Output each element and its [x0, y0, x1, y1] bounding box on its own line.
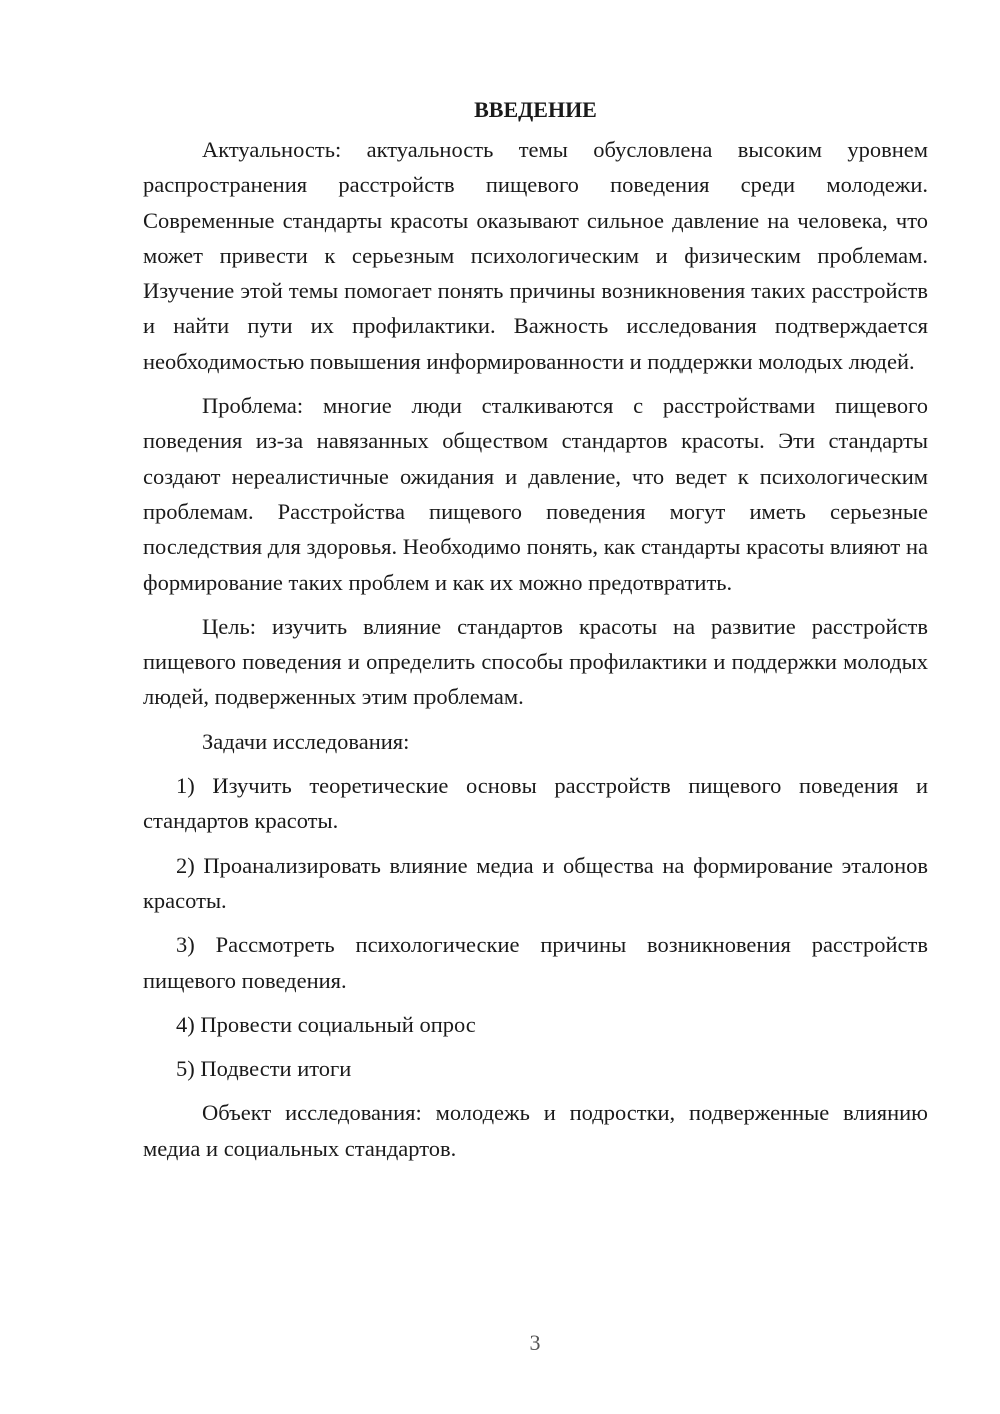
section-heading: ВВЕДЕНИЕ — [474, 97, 597, 122]
tasks-list — [143, 768, 928, 1086]
task-item-5: 5) Подвести итоги — [176, 1056, 352, 1082]
paragraph-relevance: Актуальность: актуальность темы обусловлена высоким уровнем распространения расстройств пищевого поведения среди молодежи. Современные стандарты красоты оказывают сильное давление на человека, что может привести к серьезным психологическим и физическим проблемам. Изучение этой темы помогает понять причины возникновения таких расстройств и найти пути их профилактики. Важность исследования подтверждается необходимостью повышения информированности и поддержки молодых людей. — [143, 137, 928, 374]
task-item-4: 4) Провести социальный опрос — [176, 1011, 476, 1037]
tasks-title: Задачи исследования: — [202, 728, 410, 754]
task-item-1: 1) Изучить теоретические основы расстройств пищевого поведения и стандартов красоты. — [143, 773, 928, 834]
paragraph-object: Объект исследования: молодежь и подростки, подверженные влиянию медиа и социальных стандартов. — [143, 1100, 928, 1161]
page-number: 3 — [529, 1330, 541, 1355]
document-body — [143, 92, 928, 1175]
task-item-3: 3) Рассмотреть психологические причины возникновения расстройств пищевого поведения. — [143, 932, 928, 993]
paragraph-problem: Проблема: многие люди сталкиваются с расстройствами пищевого поведения из-за навязанных обществом стандартов красоты. Эти стандарты создают нереалистичные ожидания и давление, что ведет к психологическим проблемам. Расстройства пищевого поведения могут иметь серьезные последствия для здоровья. Необходимо понять, как стандарты красоты влияют на формирование таких проблем и как их можно предотвратить. — [143, 393, 928, 595]
paragraph-goal: Цель: изучить влияние стандартов красоты на развитие расстройств пищевого поведения и определить способы профилактики и поддержки молодых людей, подверженных этим проблемам. — [143, 613, 928, 710]
task-item-2: 2) Проанализировать влияние медиа и общества на формирование эталонов красоты. — [143, 852, 928, 913]
